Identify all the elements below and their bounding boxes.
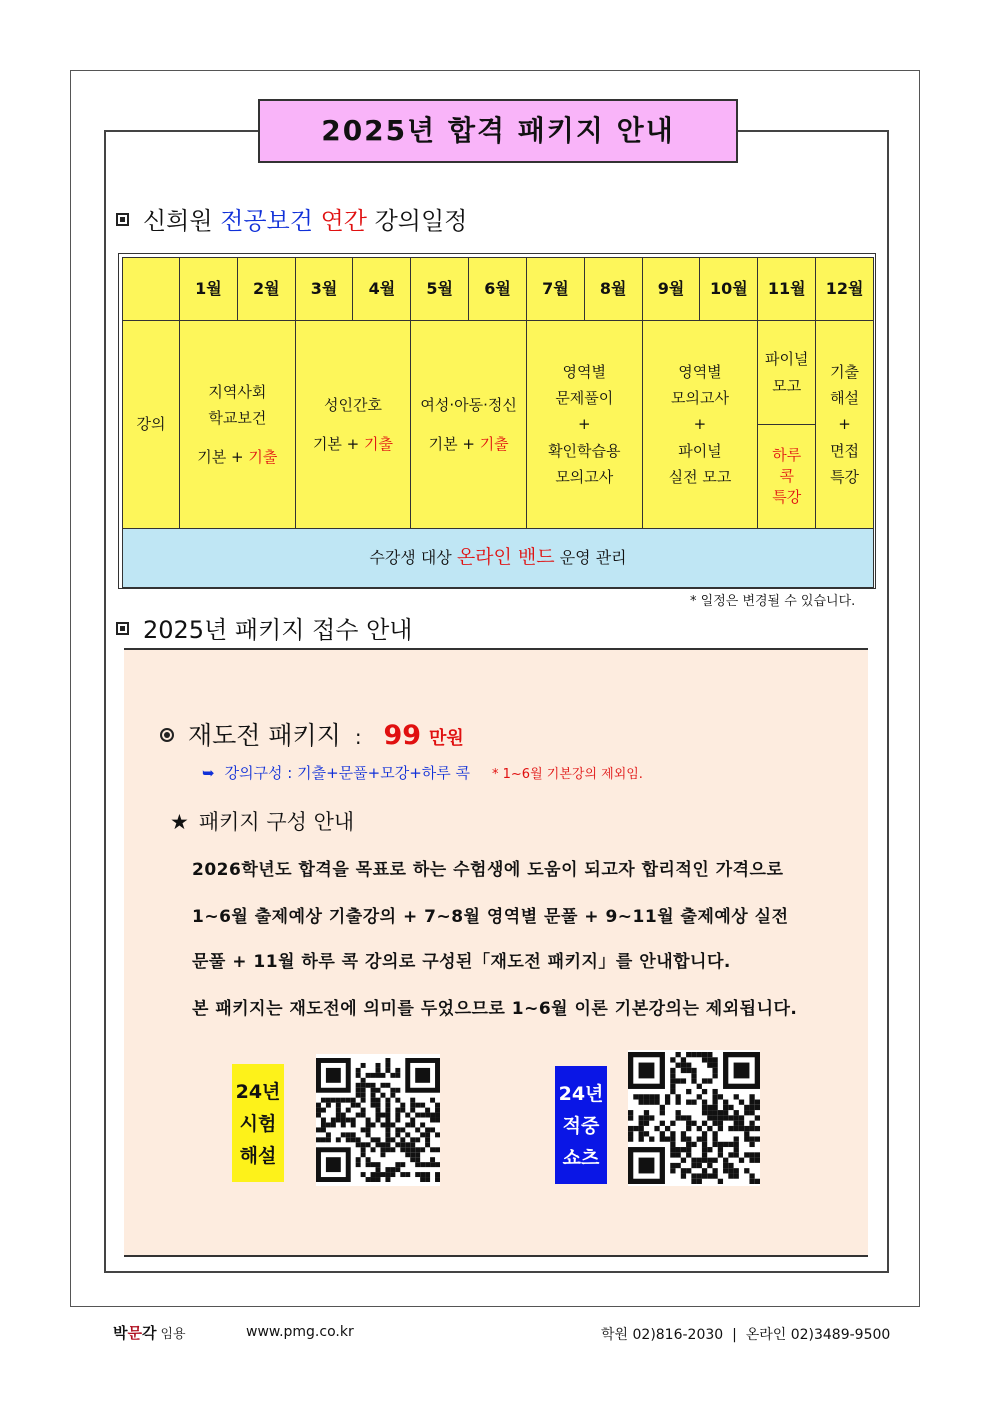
block-basic-past	[180, 444, 295, 470]
qr-code-exam-review[interactable]	[316, 1054, 440, 1186]
heading-space	[313, 207, 321, 235]
block-past-interview	[816, 321, 874, 529]
block-text: 지역사회	[208, 383, 267, 402]
block-text: 실전 모고	[668, 467, 732, 486]
qr-label-hit-shorts	[555, 1066, 607, 1184]
month-cell: 12월	[816, 258, 874, 321]
logo-char: 문	[127, 1324, 142, 1342]
block-basic-past	[296, 431, 411, 457]
block-text: 학교보건	[208, 409, 267, 428]
past-text: 기출	[364, 434, 394, 453]
lecture-row-top	[123, 321, 874, 425]
online-band-cell	[123, 529, 874, 588]
basic-text: 기본 +	[428, 434, 480, 453]
basic-text: 기본 +	[197, 447, 249, 466]
month-cell: 6월	[469, 258, 527, 321]
website-link[interactable]: www.pmg.co.kr	[246, 1324, 354, 1340]
block-text: 여성·아동·정신	[420, 396, 517, 415]
package-price: 99	[383, 720, 422, 751]
qr-label-text: 해설	[239, 1145, 277, 1167]
guide-paragraph-line: 본 패키지는 재도전에 의미를 두었으므로 1~6월 이론 기본강의는 제외됩니다.	[192, 999, 798, 1019]
square-bullet-icon	[116, 213, 129, 226]
block-text: 모고	[772, 376, 802, 395]
block-text: 영역별	[678, 362, 722, 381]
block-adult	[295, 321, 411, 529]
past-text: 기출	[248, 447, 278, 466]
colon: :	[354, 725, 362, 749]
composition-text: 강의구성 : 기출+문풀+모강+하루 콕	[224, 764, 471, 782]
package-price-row	[160, 716, 464, 752]
qr-code-hit-shorts[interactable]	[628, 1050, 760, 1186]
row-label: 강의	[123, 321, 180, 529]
block-text: 해설	[830, 389, 860, 408]
plus-text: +	[838, 415, 851, 434]
heading-text-pre: 신희원	[143, 207, 221, 235]
square-bullet-icon	[116, 622, 129, 635]
band-text-pre: 수강생 대상	[369, 548, 457, 568]
heading-text: 2025년 패키지 접수 안내	[143, 616, 413, 644]
band-text-post: 운영 관리	[554, 548, 627, 568]
qr-label-text: 24년	[235, 1081, 281, 1103]
section-package-heading	[116, 610, 412, 645]
block-text: 영역별	[562, 362, 607, 381]
block-text: 면접	[830, 441, 860, 460]
block-text: 특강	[830, 467, 860, 486]
basic-text: 기본 +	[312, 434, 365, 453]
block-mock-exams	[642, 321, 758, 529]
heading-text-red: 연간	[320, 207, 367, 235]
qr-label-text: 적중	[562, 1115, 600, 1137]
month-cell: 10월	[700, 258, 758, 321]
radio-bullet-icon	[160, 728, 174, 742]
qr-label-text: 시험	[239, 1113, 277, 1135]
arrow-right-icon: ➥	[202, 764, 215, 782]
heading-text-post: 강의일정	[366, 207, 468, 235]
guide-paragraph-line: 문풀 + 11월 하루 콕 강의로 구성된「재도전 패키지」를 안내합니다.	[192, 952, 731, 972]
block-final-mock	[758, 321, 816, 425]
package-name: 재도전 패키지	[188, 721, 341, 750]
month-cell: 7월	[526, 258, 584, 321]
block-text: 기출	[830, 362, 860, 381]
qr-label-exam-review	[232, 1064, 284, 1182]
guide-title: 패키지 구성 안내	[198, 810, 355, 834]
month-cell: 5월	[411, 258, 469, 321]
month-cell: 8월	[584, 258, 642, 321]
month-cell: 1월	[180, 258, 238, 321]
logo-char: 박	[113, 1324, 128, 1342]
contact-info: 학원 02)816-2030 | 온라인 02)3489-9500	[601, 1327, 891, 1343]
month-cell: 4월	[353, 258, 411, 321]
block-text: 모의고사	[670, 389, 729, 408]
block-text: 하루	[772, 446, 802, 464]
block-one-day-special	[758, 425, 816, 529]
heading-text-blue: 전공보건	[220, 207, 313, 235]
guide-paragraph-line: 2026학년도 합격을 목표로 하는 수험생에 도움이 되고자 합리적인 가격으로	[192, 860, 784, 880]
qr-label-text: 쇼츠	[562, 1147, 600, 1169]
block-text: 파이널	[764, 350, 809, 369]
guide-heading	[170, 806, 354, 836]
past-text: 기출	[479, 434, 509, 453]
block-text: 특강	[772, 488, 802, 506]
exclusion-text: * 1~6월 기본강의 제외임.	[492, 767, 643, 782]
plus-text: +	[578, 415, 591, 434]
block-text: 확인학습용	[548, 441, 621, 460]
page-title: 2025년 합격 패키지 안내	[258, 99, 738, 163]
month-cell: 2월	[237, 258, 295, 321]
month-cell: 3월	[295, 258, 353, 321]
logo-char: 각	[142, 1324, 157, 1342]
block-basic-past	[411, 431, 526, 457]
block-area-problems	[526, 321, 642, 529]
plus-text: +	[693, 415, 707, 434]
month-cell: 9월	[642, 258, 700, 321]
corner-cell	[123, 258, 180, 321]
package-composition-row	[202, 762, 643, 783]
band-row	[123, 529, 874, 588]
qr-label-text: 24년	[558, 1083, 604, 1105]
month-header-row	[123, 258, 874, 321]
band-text-red: 온라인 밴드	[456, 546, 555, 569]
block-text: 성인간호	[324, 396, 382, 415]
month-cell: 11월	[758, 258, 816, 321]
section-schedule-heading	[116, 201, 467, 236]
price-unit: 만원	[429, 728, 464, 749]
block-text: 파이널	[678, 441, 722, 460]
star-icon: ★	[170, 810, 189, 834]
block-community	[180, 321, 296, 529]
block-text: 문제풀이	[555, 389, 614, 408]
pmg-logo	[113, 1322, 186, 1343]
guide-paragraph-line: 1~6월 출제예상 기출강의 + 7~8월 영역별 문풀 + 9~11월 출제예상 실전	[192, 907, 789, 927]
block-text: 콕	[779, 467, 794, 485]
schedule-note: * 일정은 변경될 수 있습니다.	[690, 594, 856, 609]
block-text: 모의고사	[555, 467, 614, 486]
logo-sub: 임용	[160, 1327, 186, 1342]
block-women	[411, 321, 527, 529]
schedule-table	[122, 257, 874, 588]
